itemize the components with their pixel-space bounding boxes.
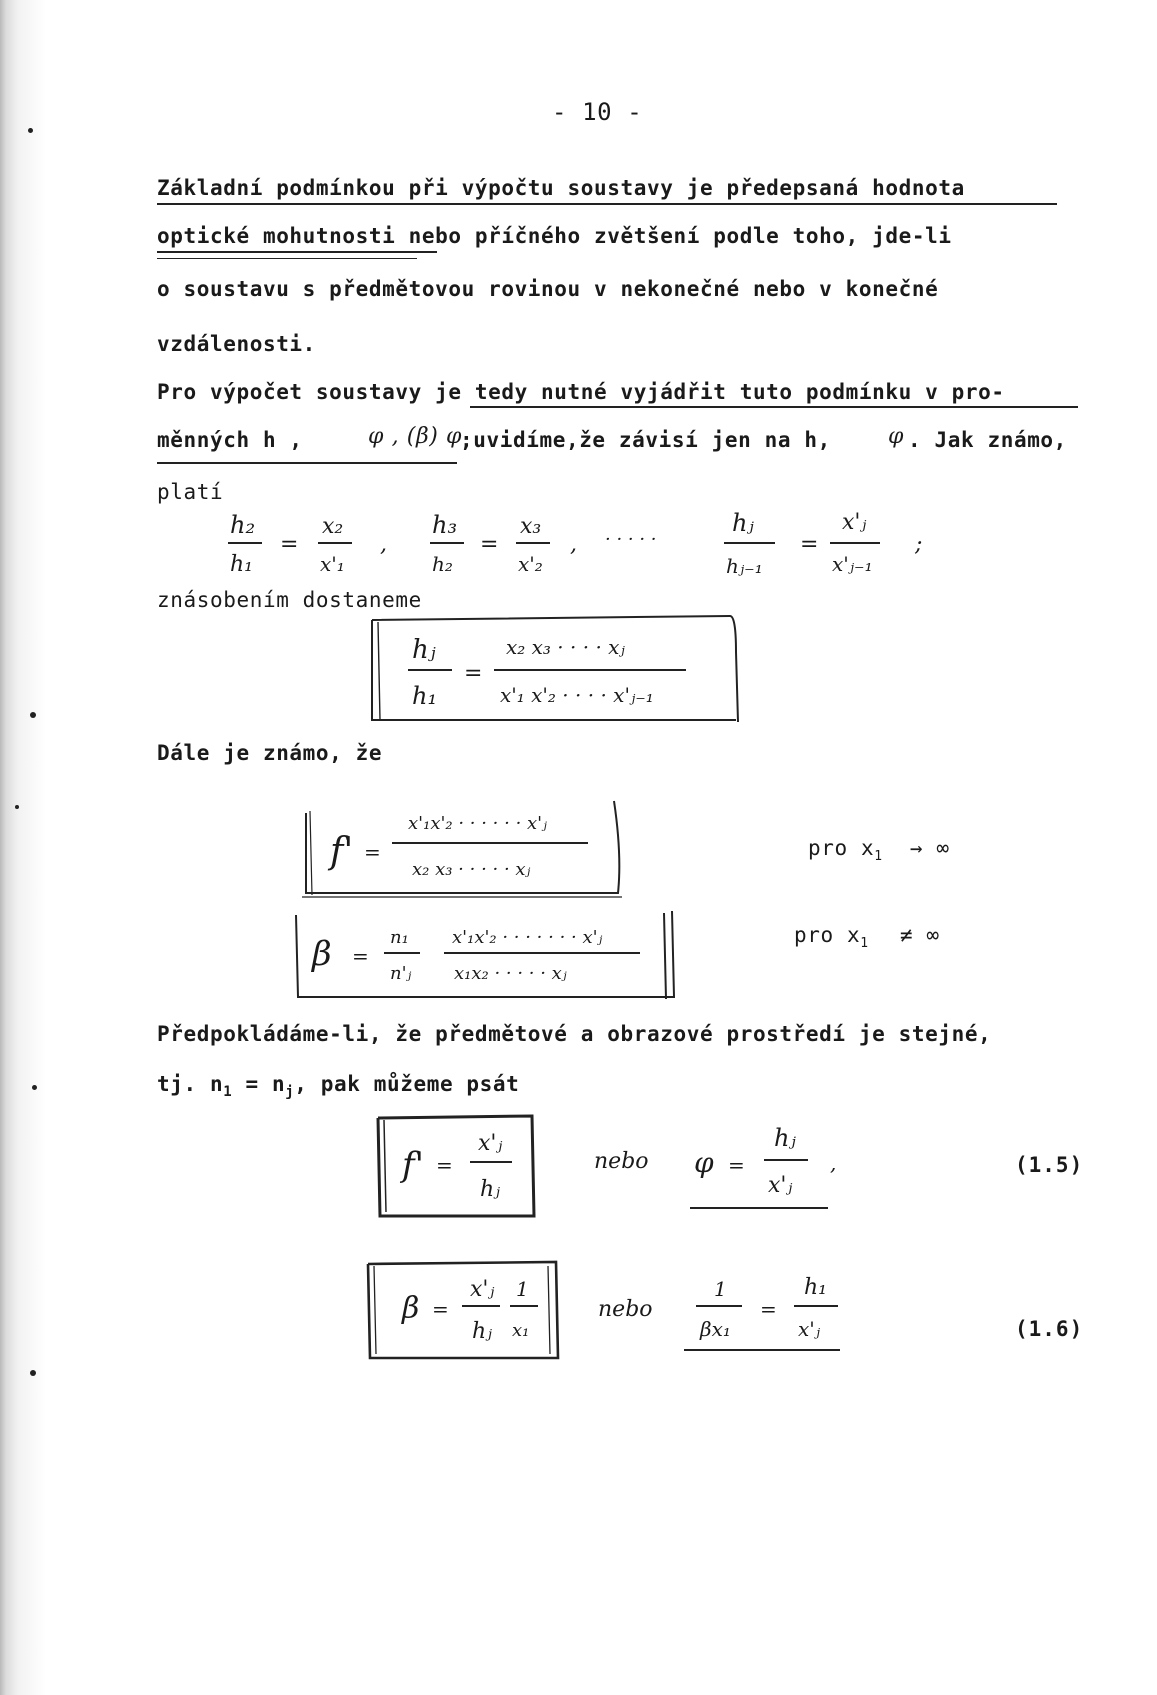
fraction-den: h₁ [230, 552, 253, 577]
fraction-den: x'₁ x'₂ · · · · x'ⱼ₋₁ [500, 683, 654, 707]
eq-1-5-formula [372, 1112, 842, 1222]
paragraph-line: vzdálenosti. [157, 332, 316, 356]
svg-text:=: = [352, 944, 369, 968]
fraction-num: x'ⱼ [478, 1131, 503, 1156]
nebo-label: nebo [598, 1297, 653, 1322]
fraction-den: x₁x₂ · · · · · xⱼ [454, 963, 567, 984]
fraction-num: x'ⱼ [842, 510, 867, 535]
fraction-den: hⱼ₋₁ [726, 554, 763, 578]
svg-text:=: = [364, 840, 381, 864]
fraction-num: x₂ x₃ · · · · xⱼ [506, 635, 625, 659]
paragraph-line: Základní podmínkou při výpočtu soustavy je předepsaná hodnota [157, 176, 965, 200]
paragraph-line: platí [157, 480, 224, 504]
f-prime-formula [300, 795, 630, 905]
beta-formula [292, 905, 682, 1010]
svg-text:,: , [570, 532, 577, 557]
fraction-den: x'ⱼ [768, 1173, 793, 1198]
scan-speck [30, 1370, 36, 1376]
fraction-num: x'₁x'₂ · · · · · · · x'ⱼ [452, 927, 603, 948]
fraction-den: hⱼ [472, 1319, 492, 1344]
nebo-label: nebo [594, 1149, 649, 1174]
condition-label: pro $x_1$ → ∞ [808, 836, 950, 865]
f-prime-lhs: f' [330, 831, 354, 872]
fraction-num: x₂ [322, 514, 344, 539]
paragraph-line: . Jak známo, [908, 428, 1067, 452]
fraction-den: x₂ x₃ · · · · · xⱼ [412, 859, 531, 880]
svg-text:=: = [800, 532, 819, 557]
fraction-den: x'₁ [320, 552, 345, 576]
fraction-num: x'ⱼ [470, 1277, 495, 1302]
paragraph-line: ;uvidíme,že závisí jen na h, [460, 428, 831, 452]
phi-symbol: φ [888, 424, 905, 449]
scan-speck [15, 805, 19, 809]
svg-text:,: , [830, 1151, 837, 1175]
beta-lhs: β [312, 934, 332, 974]
fraction-den: h₂ [432, 552, 453, 576]
equation-number: (1.5) [1015, 1153, 1084, 1177]
f-prime-lhs: f' [402, 1145, 424, 1185]
underline [157, 203, 1057, 205]
equation-number: (1.6) [1015, 1317, 1084, 1341]
svg-text:=: = [280, 532, 299, 557]
fraction-num: n₁ [390, 927, 409, 948]
underline [157, 462, 457, 464]
svg-text:;: ; [915, 532, 923, 557]
underline [157, 251, 437, 253]
paragraph-line: o soustavu s předmětovou rovinou v nekonečné nebo v konečné [157, 277, 939, 301]
fraction-num: 1 [516, 1277, 529, 1301]
page-number: - 10 - [552, 98, 643, 126]
fraction-num: hⱼ [774, 1124, 796, 1152]
scan-speck [30, 712, 36, 718]
fraction-den: βx₁ [700, 1317, 731, 1341]
paragraph-line: Pro výpočet soustavy je tedy nutné vyjádřit tuto podmínku v pro- [157, 380, 1005, 404]
fraction-num: x₃ [520, 514, 542, 539]
paragraph-line: tj. $n_1 = n_j$, pak můžeme psát [157, 1072, 520, 1101]
svg-text:=: = [432, 1297, 449, 1321]
product-formula [368, 612, 748, 727]
svg-text:,: , [380, 532, 387, 557]
dots: · · · · · [605, 529, 657, 550]
paragraph-line: měnných h , [157, 428, 303, 452]
underline [470, 406, 1078, 408]
fraction-num: h₂ [230, 511, 256, 539]
underline [157, 258, 417, 259]
ratios-formula [210, 505, 930, 585]
fraction-num: hⱼ [412, 635, 436, 665]
svg-text:=: = [464, 661, 483, 686]
fraction-num: h₁ [804, 1275, 827, 1300]
scan-speck [32, 1085, 37, 1090]
paragraph-line: Předpokládáme-li, že předmětové a obrazové prostředí je stejné, [157, 1022, 992, 1046]
phi-lhs: φ [694, 1146, 714, 1179]
fraction-den: n'ⱼ [390, 963, 412, 984]
beta-lhs: β [402, 1291, 420, 1326]
paragraph-line: Dále je známo, že [157, 741, 383, 765]
condition-label: pro $x_1$ ≠ ∞ [794, 923, 940, 952]
fraction-den: hⱼ [480, 1177, 500, 1202]
fraction-den: h₁ [412, 682, 438, 710]
fraction-num: x'₁x'₂ · · · · · · x'ⱼ [408, 813, 547, 834]
svg-text:=: = [436, 1153, 453, 1177]
inline-variables: φ , (β) φ [368, 424, 463, 449]
paragraph-line: znásobením dostaneme [157, 588, 422, 612]
fraction-num: hⱼ [732, 509, 754, 537]
fraction-num: 1 [714, 1277, 727, 1301]
scan-edge-shadow [0, 0, 48, 1695]
fraction-den: x'ⱼ₋₁ [832, 552, 873, 576]
paragraph-line: optické mohutnosti nebo příčného zvětšení podle toho, jde-li [157, 224, 952, 248]
svg-text:=: = [480, 532, 499, 557]
svg-text:=: = [728, 1153, 745, 1177]
svg-text:=: = [760, 1297, 777, 1321]
fraction-den: x'₂ [518, 552, 543, 576]
fraction-num: h₃ [432, 511, 458, 539]
fraction-den: x₁ [512, 1320, 530, 1341]
scan-speck [28, 128, 33, 133]
fraction-den: x'ⱼ [798, 1317, 821, 1341]
eq-1-6-formula [362, 1258, 852, 1363]
